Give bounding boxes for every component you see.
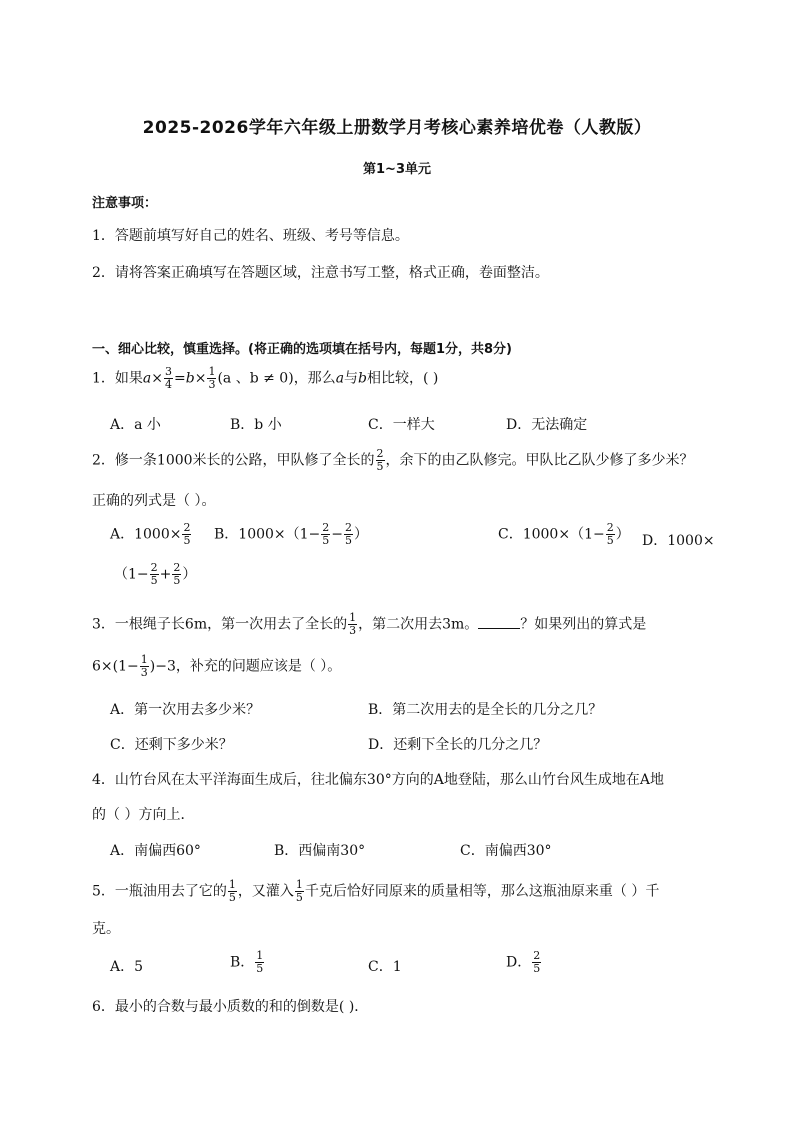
q2-fraction: $\frac{2}{5}$ <box>376 447 384 473</box>
q3-fraction-2: $\frac{1}{3}$ <box>140 653 148 679</box>
q1-var-b2: b <box>358 370 368 387</box>
q5-fraction-1: $\frac{1}{5}$ <box>228 878 236 904</box>
q1-prefix: 1．如果 <box>92 370 143 387</box>
q5-option-d[interactable]: D． $\frac{2}{5}$ <box>506 949 541 975</box>
q3-line2-suffix: )−3，补充的问题应该是（ ）。 <box>149 658 342 675</box>
q5-line1-prefix: 5．一瓶油用去了它的 <box>92 883 227 900</box>
q5-line2: 克。 <box>92 921 120 937</box>
q3-answer-blank[interactable] <box>478 616 520 629</box>
q3-line1-mid: ，第二次用去3m。 <box>358 616 479 633</box>
note-item-1: 1．答题前填写好自己的姓名、班级、考号等信息。 <box>92 228 409 244</box>
q5-line1-suffix: 千克后恰好同原来的质量相等，那么这瓶油原来重（ ）千 <box>304 883 660 900</box>
q5-option-c[interactable]: C．1 <box>368 959 402 975</box>
q5-option-a[interactable]: A．5 <box>110 959 144 975</box>
q3-option-c[interactable]: C．还剩下多少米？ <box>110 737 233 753</box>
q1-var-b: b <box>185 370 195 387</box>
notes-heading: 注意事项： <box>92 196 158 211</box>
q1-equals: = <box>174 370 186 387</box>
question-1 <box>92 366 438 391</box>
q2-option-c[interactable]: C．1000×（1− $\frac{2}{5}$ ） <box>498 521 630 547</box>
q1-times: × <box>151 370 164 387</box>
q1-option-d[interactable]: D．无法确定 <box>506 417 588 433</box>
question-3 <box>92 612 646 637</box>
q1-suffix: 相比较，( ) <box>367 370 439 387</box>
q1-fraction-2: $\frac{1}{3}$ <box>208 365 216 391</box>
q2-line2: 正确的列式是（ ）。 <box>92 493 216 509</box>
q3-option-d[interactable]: D．还剩下全长的几分之几？ <box>368 737 548 753</box>
q3-fraction: $\frac{1}{3}$ <box>349 611 357 637</box>
q4-line2: 的（ ）方向上． <box>92 807 195 823</box>
q2-option-b[interactable]: B．1000×（1− $\frac{2}{5}$ − $\frac{2}{5}$ ） <box>214 521 369 547</box>
q1-option-b[interactable]: B．b 小 <box>230 417 282 433</box>
q1-option-a[interactable]: A．a 小 <box>110 417 161 433</box>
q3-line2 <box>92 654 341 679</box>
question-6: 6．最小的合数与最小质数的和的倒数是( )． <box>92 999 369 1015</box>
question-5 <box>92 879 659 904</box>
q3-option-b[interactable]: B．第二次用去的是全长的几分之几？ <box>368 702 603 718</box>
q4-option-a[interactable]: A．南偏西60° <box>110 843 201 859</box>
q4-option-c[interactable]: C．南偏西30° <box>460 843 552 859</box>
q5-line1-mid: ，又灌入 <box>237 883 294 900</box>
q3-option-a[interactable]: A．第一次用去多少米？ <box>110 702 261 718</box>
q3-line1-suffix: ？如果列出的算式是 <box>520 616 647 633</box>
q2-option-d[interactable]: D．1000× <box>642 533 715 549</box>
q1-fraction-1: $\frac{3}{4}$ <box>165 365 173 391</box>
page-subtitle: 第1~3单元 <box>363 162 431 177</box>
page-title: 2025-2026学年六年级上册数学月考核心素养培优卷（人教版） <box>142 118 652 138</box>
q1-condition: (a 、b ≠ 0) <box>217 370 294 387</box>
note-item-2: 2．请将答案正确填写在答题区域，注意书写工整，格式正确，卷面整洁。 <box>92 265 549 281</box>
q1-var-a: a <box>142 370 152 387</box>
q3-line2-prefix: 6×(1− <box>92 658 139 675</box>
q3-line1-prefix: 3．一根绳子长6m，第一次用去了全长的 <box>92 616 348 633</box>
q2-line1-suffix: ，余下的由乙队修完。甲队比乙队少修了多少米？ <box>385 452 694 469</box>
q1-option-c[interactable]: C．一样大 <box>368 417 435 433</box>
q1-times-2: × <box>194 370 207 387</box>
section-1-heading: 一、细心比较，慎重选择。(将正确的选项填在括号内，每题1分，共8分) <box>92 342 512 357</box>
question-2 <box>92 448 694 473</box>
q1-with: 与 <box>344 370 359 387</box>
q5-fraction-2: $\frac{1}{5}$ <box>295 878 303 904</box>
q2-option-a[interactable]: A．1000× $\frac{2}{5}$ <box>110 521 191 547</box>
q4-option-b[interactable]: B．西偏南30° <box>274 843 366 859</box>
q1-var-a2: a <box>335 370 345 387</box>
q2-line1-prefix: 2．修一条1000米长的公路，甲队修了全长的 <box>92 452 375 469</box>
question-4: 4．山竹台风在太平洋海面生成后，往北偏东30°方向的A地登陆，那么山竹台风生成地在A地 <box>92 772 664 788</box>
q5-option-b[interactable]: B． $\frac{1}{5}$ <box>230 949 264 975</box>
q2-option-d-continued: （1− $\frac{2}{5}$ + $\frac{2}{5}$ ） <box>114 561 197 587</box>
q1-mid: ，那么 <box>293 370 336 387</box>
